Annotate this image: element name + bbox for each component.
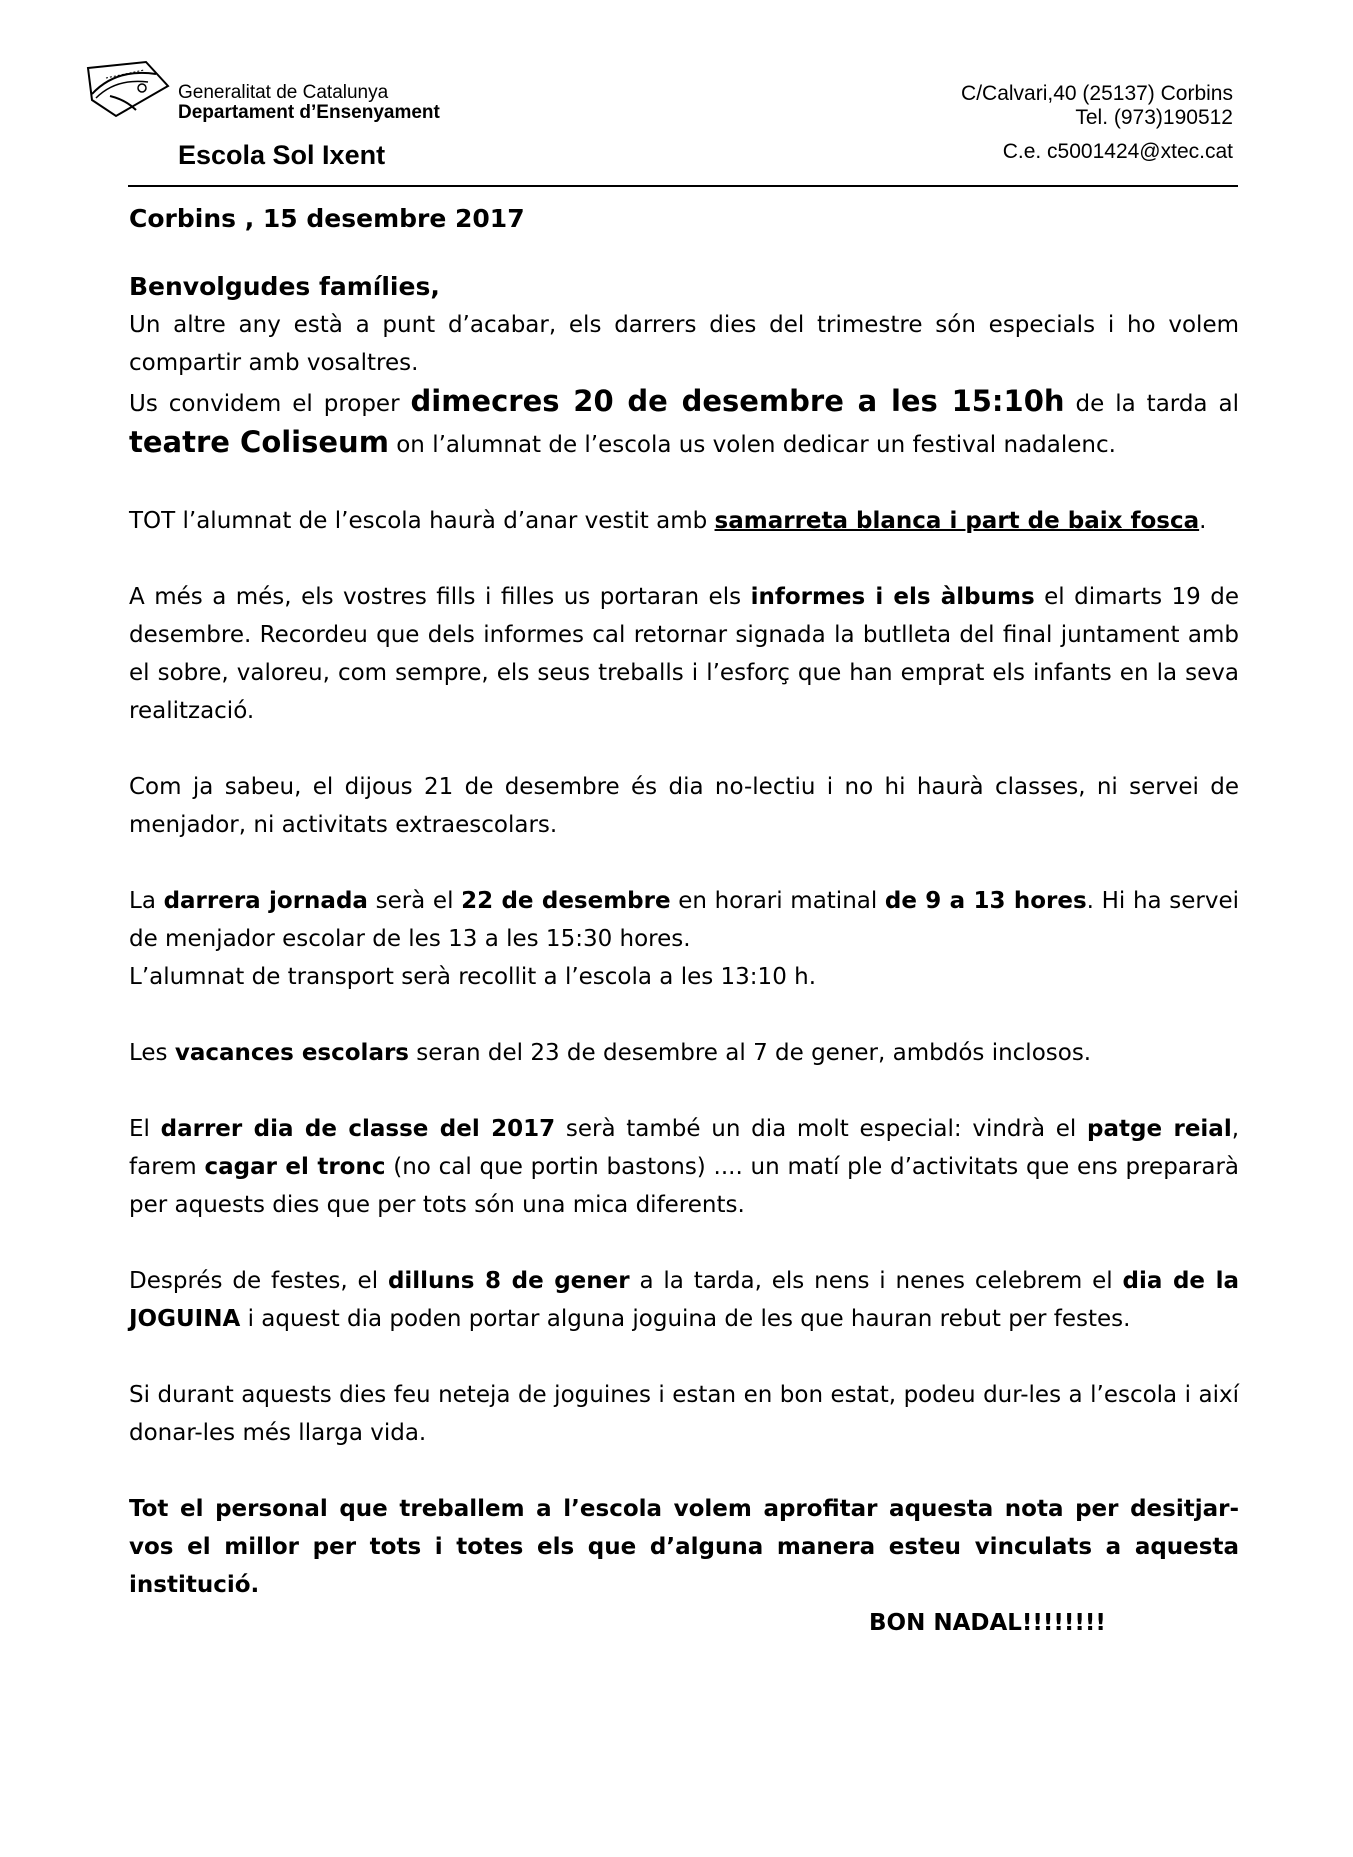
text: El	[129, 1116, 161, 1142]
text: Les	[129, 1040, 175, 1066]
paragraph-toy-donation: Si durant aquests dies feu neteja de joguines i estan en bon estat, podeu dur-les a l’escola i així donar-les més llarga vida.	[129, 1382, 1239, 1446]
org-name: Generalitat de Catalunya	[178, 82, 389, 103]
paragraph-last-day	[129, 882, 1239, 958]
generalitat-logo-icon	[86, 60, 170, 118]
text: a la tarda, els nens i nenes celebrem el	[629, 1268, 1123, 1294]
text: .	[1199, 508, 1207, 534]
email: C.e. c5001424@xtec.cat	[1002, 140, 1233, 163]
paragraph-dress-code	[129, 502, 1239, 540]
text: on l’alumnat de l’escola us volen dedicar un festival nadalenc.	[388, 432, 1116, 458]
paragraph-toy-day	[129, 1262, 1239, 1338]
last-class-label: darrer dia de classe del 2017	[160, 1116, 556, 1142]
last-day-hours: de 9 a 13 hores	[884, 888, 1087, 914]
last-day-date: 22 de desembre	[461, 888, 671, 914]
vacation-label: vacances escolars	[174, 1040, 409, 1066]
text: A més a més, els vostres fills i filles us portaran els	[129, 584, 751, 610]
dress-code: samarreta blanca i part de baix fosca	[714, 508, 1200, 534]
text: , farem	[129, 1116, 1240, 1180]
tio-tradition: cagar el tronc	[204, 1154, 386, 1180]
address: C/Calvari,40 (25137) Corbins	[961, 82, 1233, 105]
greeting: Benvolgudes famílies,	[129, 272, 440, 301]
school-name: Escola Sol Ixent	[178, 140, 386, 170]
text: La	[129, 888, 164, 914]
phone: Tel. (973)190512	[1075, 106, 1233, 129]
department-name: Departament d’Ensenyament	[178, 102, 440, 123]
last-day-label: darrera jornada	[163, 888, 368, 914]
paragraph-reports	[129, 578, 1239, 730]
reports-highlight: informes i els àlbums	[750, 584, 1035, 610]
letter-body	[129, 200, 1239, 1642]
toy-day-date: dilluns 8 de gener	[387, 1268, 630, 1294]
signoff: BON NADAL!!!!!!!!	[869, 1610, 1106, 1636]
text: Després de festes, el	[129, 1268, 388, 1294]
text: serà el	[367, 888, 462, 914]
text: el dimarts 19 de desembre. Recordeu que dels informes cal retornar signada la butlleta del final juntament amb el sobre, valoreu, com sempre, els seus treballs i l’esforç que han emprat els infants en la seva realització.	[129, 584, 1240, 724]
paragraph-transport: L’alumnat de transport serà recollit a l’escola a les 13:10 h.	[129, 964, 817, 990]
royal-page: patge reial	[1087, 1116, 1232, 1142]
text: TOT l’alumnat de l’escola haurà d’anar vestit amb	[129, 508, 715, 534]
text: de la tarda al	[1064, 391, 1239, 417]
closing-paragraph: Tot el personal que treballem a l’escola volem aprofitar aquesta nota per desitjar-vos el millor per tots i totes els que d’alguna manera esteu vinculats a aquesta institució.	[129, 1496, 1239, 1598]
text: i aquest dia poden portar alguna joguina de les que hauran rebut per festes.	[240, 1306, 1131, 1332]
paragraph-last-class	[129, 1110, 1239, 1224]
contact-block	[961, 82, 1233, 164]
text: en horari matinal	[670, 888, 885, 914]
header-divider	[128, 185, 1238, 187]
text: serà també un dia molt especial: vindrà el	[555, 1116, 1088, 1142]
paragraph-festival	[129, 382, 1239, 464]
text: (no cal que portin bastons) .... un matí ple d’activitats que ens prepararà per aquests dies que per tots són una mica diferents.	[129, 1154, 1240, 1218]
paragraph-holiday: Com ja sabeu, el dijous 21 de desembre és dia no-lectiu i no hi haurà classes, ni servei de menjador, ni activitats extraescolars.	[129, 774, 1239, 838]
paragraph-vacation	[129, 1034, 1239, 1072]
text: seran del 23 de desembre al 7 de gener, ambdós inclosos.	[409, 1040, 1092, 1066]
letter-date: Corbins , 15 desembre 2017	[129, 204, 525, 233]
text: . Hi ha servei de menjador escolar de les 13 a les 15:30 hores.	[129, 888, 1240, 952]
paragraph-intro: Un altre any està a punt d’acabar, els darrers dies del trimestre són especials i ho volem compartir amb vosaltres.	[129, 312, 1239, 376]
text: Us convidem el proper	[129, 391, 411, 417]
festival-venue: teatre Coliseum	[129, 425, 389, 459]
festival-datetime: dimecres 20 de desembre a les 15:10h	[410, 384, 1065, 418]
toy-day-label: dia de la JOGUINA	[129, 1268, 1239, 1332]
